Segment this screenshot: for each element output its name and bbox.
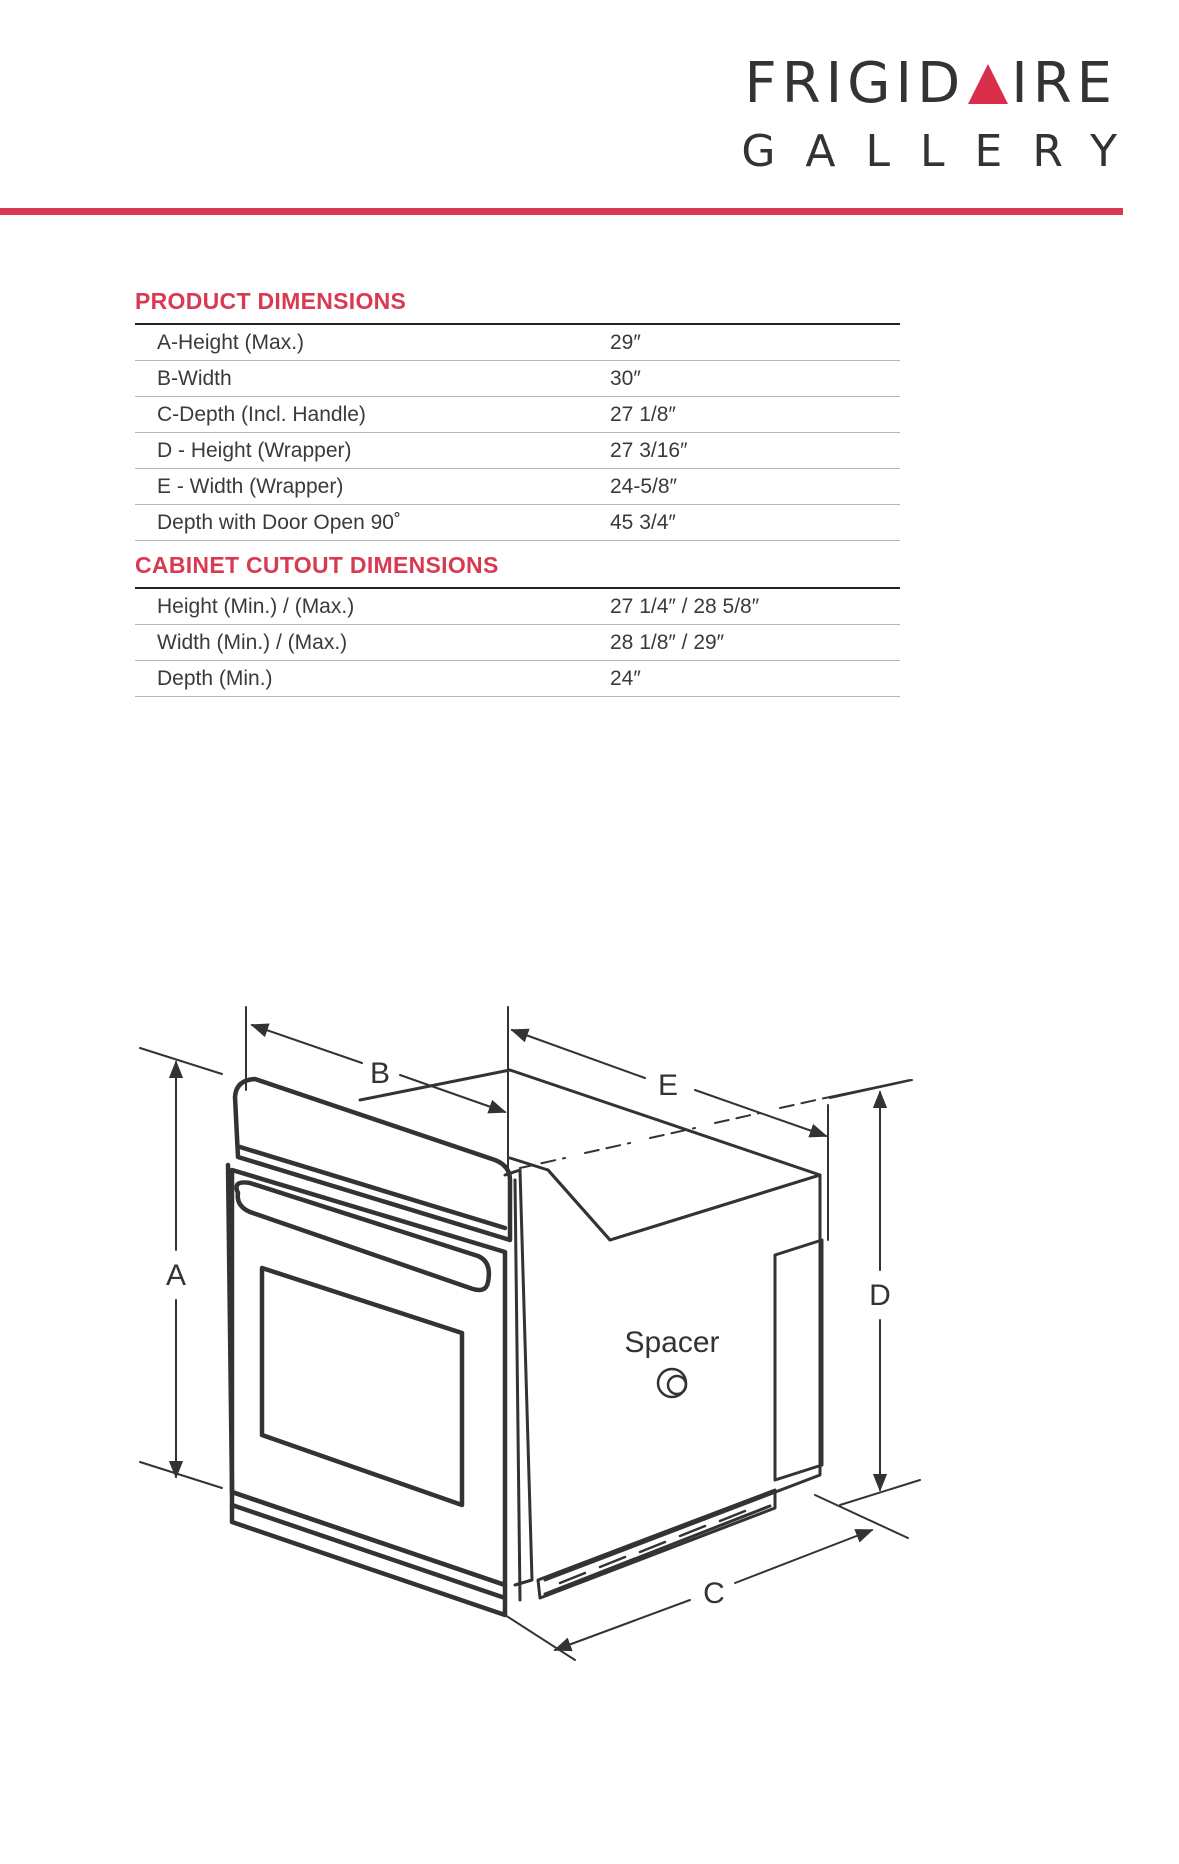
spacer-icon: [658, 1369, 686, 1397]
logo-wordmark: FRIGID IRE: [744, 51, 1117, 116]
logo-subtitle: GALLERY: [741, 126, 1147, 177]
row-value: 27 1/4″ / 28 5/8″: [610, 594, 760, 618]
row-value: 27 1/8″: [610, 402, 676, 426]
brand-logo: [741, 51, 1147, 177]
table-row: [135, 433, 900, 469]
row-value: 28 1/8″ / 29″: [610, 630, 725, 654]
table-row: [135, 469, 900, 505]
label-c: C: [703, 1577, 725, 1610]
row-label: A-Height (Max.): [157, 330, 305, 354]
product-dimensions-heading: PRODUCT DIMENSIONS: [135, 288, 900, 325]
row-label: C-Depth (Incl. Handle): [157, 402, 366, 426]
oven-dimension-diagram: [0, 960, 1179, 1780]
label-b: B: [369, 1057, 391, 1090]
product-dimensions-table: [135, 288, 900, 541]
table-row: [135, 397, 900, 433]
row-label: B-Width: [157, 366, 232, 390]
spacer-label: Spacer: [624, 1326, 720, 1359]
row-label: Width (Min.) / (Max.): [157, 630, 348, 654]
table-row: [135, 661, 900, 697]
table-row: [135, 589, 900, 625]
oven-wrapper: [360, 1070, 822, 1600]
label-d: D: [869, 1279, 891, 1312]
label-a: A: [165, 1259, 187, 1292]
cabinet-cutout-table: [135, 552, 900, 697]
table-row: [135, 505, 900, 541]
row-label: E - Width (Wrapper): [157, 474, 344, 498]
table-row: [135, 325, 900, 361]
row-value: 29″: [610, 330, 641, 354]
oven-front: [228, 1079, 510, 1615]
row-value: 24″: [610, 666, 641, 690]
header-divider: [0, 208, 1123, 215]
row-value: 27 3/16″: [610, 438, 688, 462]
row-label: Depth (Min.): [157, 666, 273, 690]
row-label: D - Height (Wrapper): [157, 438, 352, 462]
label-e: E: [657, 1069, 679, 1102]
row-label: Height (Min.) / (Max.): [157, 594, 355, 618]
row-label: Depth with Door Open 90˚: [157, 510, 401, 534]
table-row: [135, 625, 900, 661]
logo-triangle-icon: [968, 64, 1008, 104]
vent-slots: [560, 1511, 745, 1583]
row-value: 45 3/4″: [610, 510, 676, 534]
row-value: 24-5/8″: [610, 474, 677, 498]
row-value: 30″: [610, 366, 641, 390]
table-row: [135, 361, 900, 397]
cabinet-cutout-heading: CABINET CUTOUT DIMENSIONS: [135, 552, 900, 589]
